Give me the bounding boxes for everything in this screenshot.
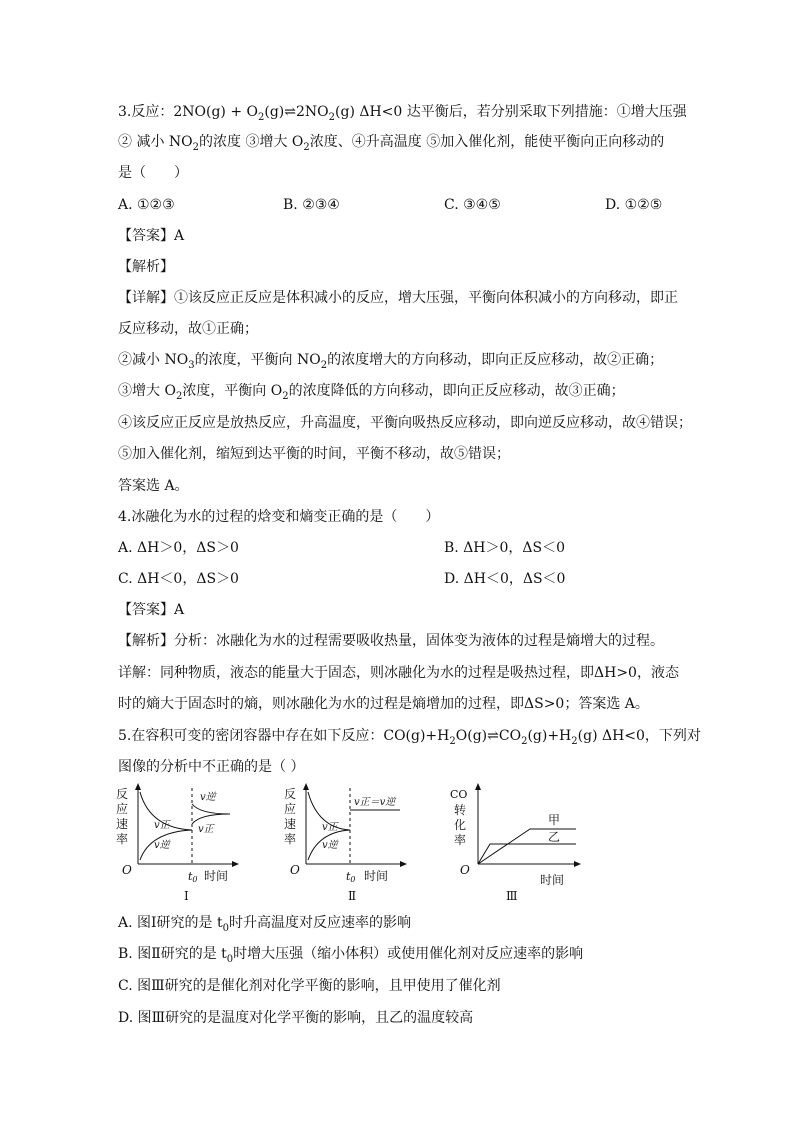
fig1-v-zheng-label: v正 [154,820,170,831]
fig1-v-ni-label-top: v逆 [200,792,216,803]
q3-detail-1: 【详解】①该反应正反应是体积减小的反应，增大压强，平衡向体积减小的方向移动，即正 [118,290,678,306]
q4-option-c: C. ΔH＜0，ΔS＞0 [118,571,239,587]
equilibrium-arrow-icon: ⇌ [487,728,499,744]
figure-2 [280,780,420,910]
fig2-y-arrow-icon [303,783,309,790]
fig1-y-arrow-icon [135,783,141,790]
q4-option-b: B. ΔH＞0，ΔS＜0 [444,540,566,556]
fig1-ylabel-4: 率 [116,832,129,846]
fig1-v-reverse-after-curve [192,804,230,814]
fig2-v-ni-label: v逆 [322,840,338,851]
fig2-ylabel-1: 反 [284,787,297,801]
figure-1 [112,780,252,910]
fig2-number: Ⅱ [348,889,357,903]
q4-answer: 【答案】A [118,602,185,618]
q3-detail-4: ③增大 $O_2$浓度，平衡向 $O_2$的浓度降低的方向移动，即向正反应移动，故③正确； [118,383,625,402]
q5-stem-line1: 5.在容积可变的密闭容器中存在如下反应：$CO(g)+H_2O(g)\rightleftharpoons CO_2(g)+H_2(g)$ ΔH<0，下列对 [118,728,701,747]
q3-detail-3: ②减小 $NO_3$的浓度，平衡向 $NO_2$的浓度增大的方向移动，即向正反应移动，故②正确； [118,352,664,371]
q4-stem: 4.冰融化为水的过程的焓变和熵变正确的是（ ） [118,509,440,525]
q3-detail-6: ⑤加入催化剂，缩短到达平衡的时间，平衡不移动，故⑤错误； [118,446,510,462]
fig3-jia-label: 甲 [548,813,561,827]
fig2-ylabel-3: 速 [284,817,297,831]
fig3-ylabel-3: 化 [454,818,467,832]
equilibrium-arrow-icon: ⇌ [284,104,296,120]
q3-analysis-heading: 【解析】 [118,259,174,275]
q3-stem-line2: ② 减小 $NO_2$的浓度 ③增大 $O_2$浓度、④升高温度 ⑤加入催化剂，能使平衡向正向移动的 [118,134,665,153]
fig3-xlabel: 时间 [540,873,565,887]
fig2-v-equal-label: v正＝v逆 [354,797,396,808]
q3-option-b: B. ②③④ [283,197,340,213]
fig3-origin: O [460,863,470,877]
fig3-number: Ⅲ [506,889,518,903]
figure-2-graph [280,780,420,910]
q3-detail-2: 反应移动，故①正确； [118,321,258,337]
q5-option-d: D. 图Ⅲ研究的是温度对化学平衡的影响，且乙的温度较高 [118,1010,474,1026]
fig3-ylabel-2: 转 [454,803,467,817]
q5-option-c: C. 图Ⅲ研究的是催化剂对化学平衡的影响，且甲使用了催化剂 [118,978,501,994]
fig3-y-arrow-icon [475,783,481,790]
fig2-xlabel: 时间 [364,869,389,883]
fig3-ylabel-4: 率 [454,833,467,847]
fig3-ylabel-1: CO [450,788,468,801]
fig1-number: Ⅰ [184,889,189,903]
fig2-origin: O [290,863,300,877]
q5-stem-line2: 图像的分析中不正确的是（ ） [118,759,305,775]
fig3-yi-label: 乙 [548,830,561,844]
figure-3 [448,780,588,910]
q4-option-d: D. ΔH＜0，ΔS＜0 [444,571,566,587]
q5-option-a: A. 图Ⅰ研究的是 $t_0$时升高温度对反应速率的影响 [118,915,411,934]
fig2-ylabel-4: 率 [284,832,297,846]
q4-analysis: 【解析】分析：冰融化为水的过程需要吸收热量，固体变为液体的过程是熵增大的过程。 [118,633,664,649]
q4-detail-1: 详解：同种物质，液态的能量大于固态，则冰融化为水的过程是吸热过程，即ΔH>0，液态 [118,665,679,681]
fig1-ylabel-3: 速 [116,817,129,831]
q4-detail-2: 时的熵大于固态时的熵，则冰融化为水的过程是熵增加的过程，即ΔS>0；答案选 A。 [118,696,649,712]
fig1-x-arrow-icon [232,861,239,867]
fig3-curve-jia [478,829,576,864]
q5-option-b: B. 图Ⅱ研究的是 $t_0$时增大压强（缩小体积）或使用催化剂对反应速率的影响 [118,946,584,965]
fig1-xlabel: 时间 [204,869,229,883]
fig1-ylabel-1: 反 [116,787,129,801]
fig2-v-zheng-label: v正 [322,822,338,833]
fig1-v-ni-label: v逆 [154,840,170,851]
figure-3-graph [448,780,588,910]
fig1-ylabel-2: 应 [116,802,129,816]
fig1-t0-label: t0 [188,870,198,884]
fig2-t0-label: t0 [346,870,356,884]
fig1-origin: O [122,863,132,877]
q3-stem-line1: 3.反应：$2NO(g) + O_2(g)\rightleftharpoons 2NO_2(g)$ ΔH<0 达平衡后，若分别采取下列措施：①增大压强 [118,104,687,123]
q3-option-a: A. ①②③ [118,197,175,213]
fig1-v-zheng-label-after: v正 [198,824,214,835]
figure-1-graph [112,780,252,910]
q3-answer: 【答案】A [118,228,185,244]
fig1-v-forward-after-curve [192,814,230,824]
q3-detail-5: ④该反应正反应是放热反应，升高温度，平衡向吸热反应移动，即向逆反应移动，故④错误； [118,415,692,431]
q3-option-c: C. ③④⑤ [444,197,501,213]
fig2-x-arrow-icon [400,861,407,867]
q3-stem-line3: 是（ ） [118,165,188,181]
q3-option-d: D. ①②⑤ [605,197,663,213]
fig2-ylabel-2: 应 [284,802,297,816]
q4-option-a: A. ΔH＞0，ΔS＞0 [118,540,239,556]
q3-conclusion: 答案选 A。 [118,478,189,494]
fig3-x-arrow-icon [574,861,581,867]
